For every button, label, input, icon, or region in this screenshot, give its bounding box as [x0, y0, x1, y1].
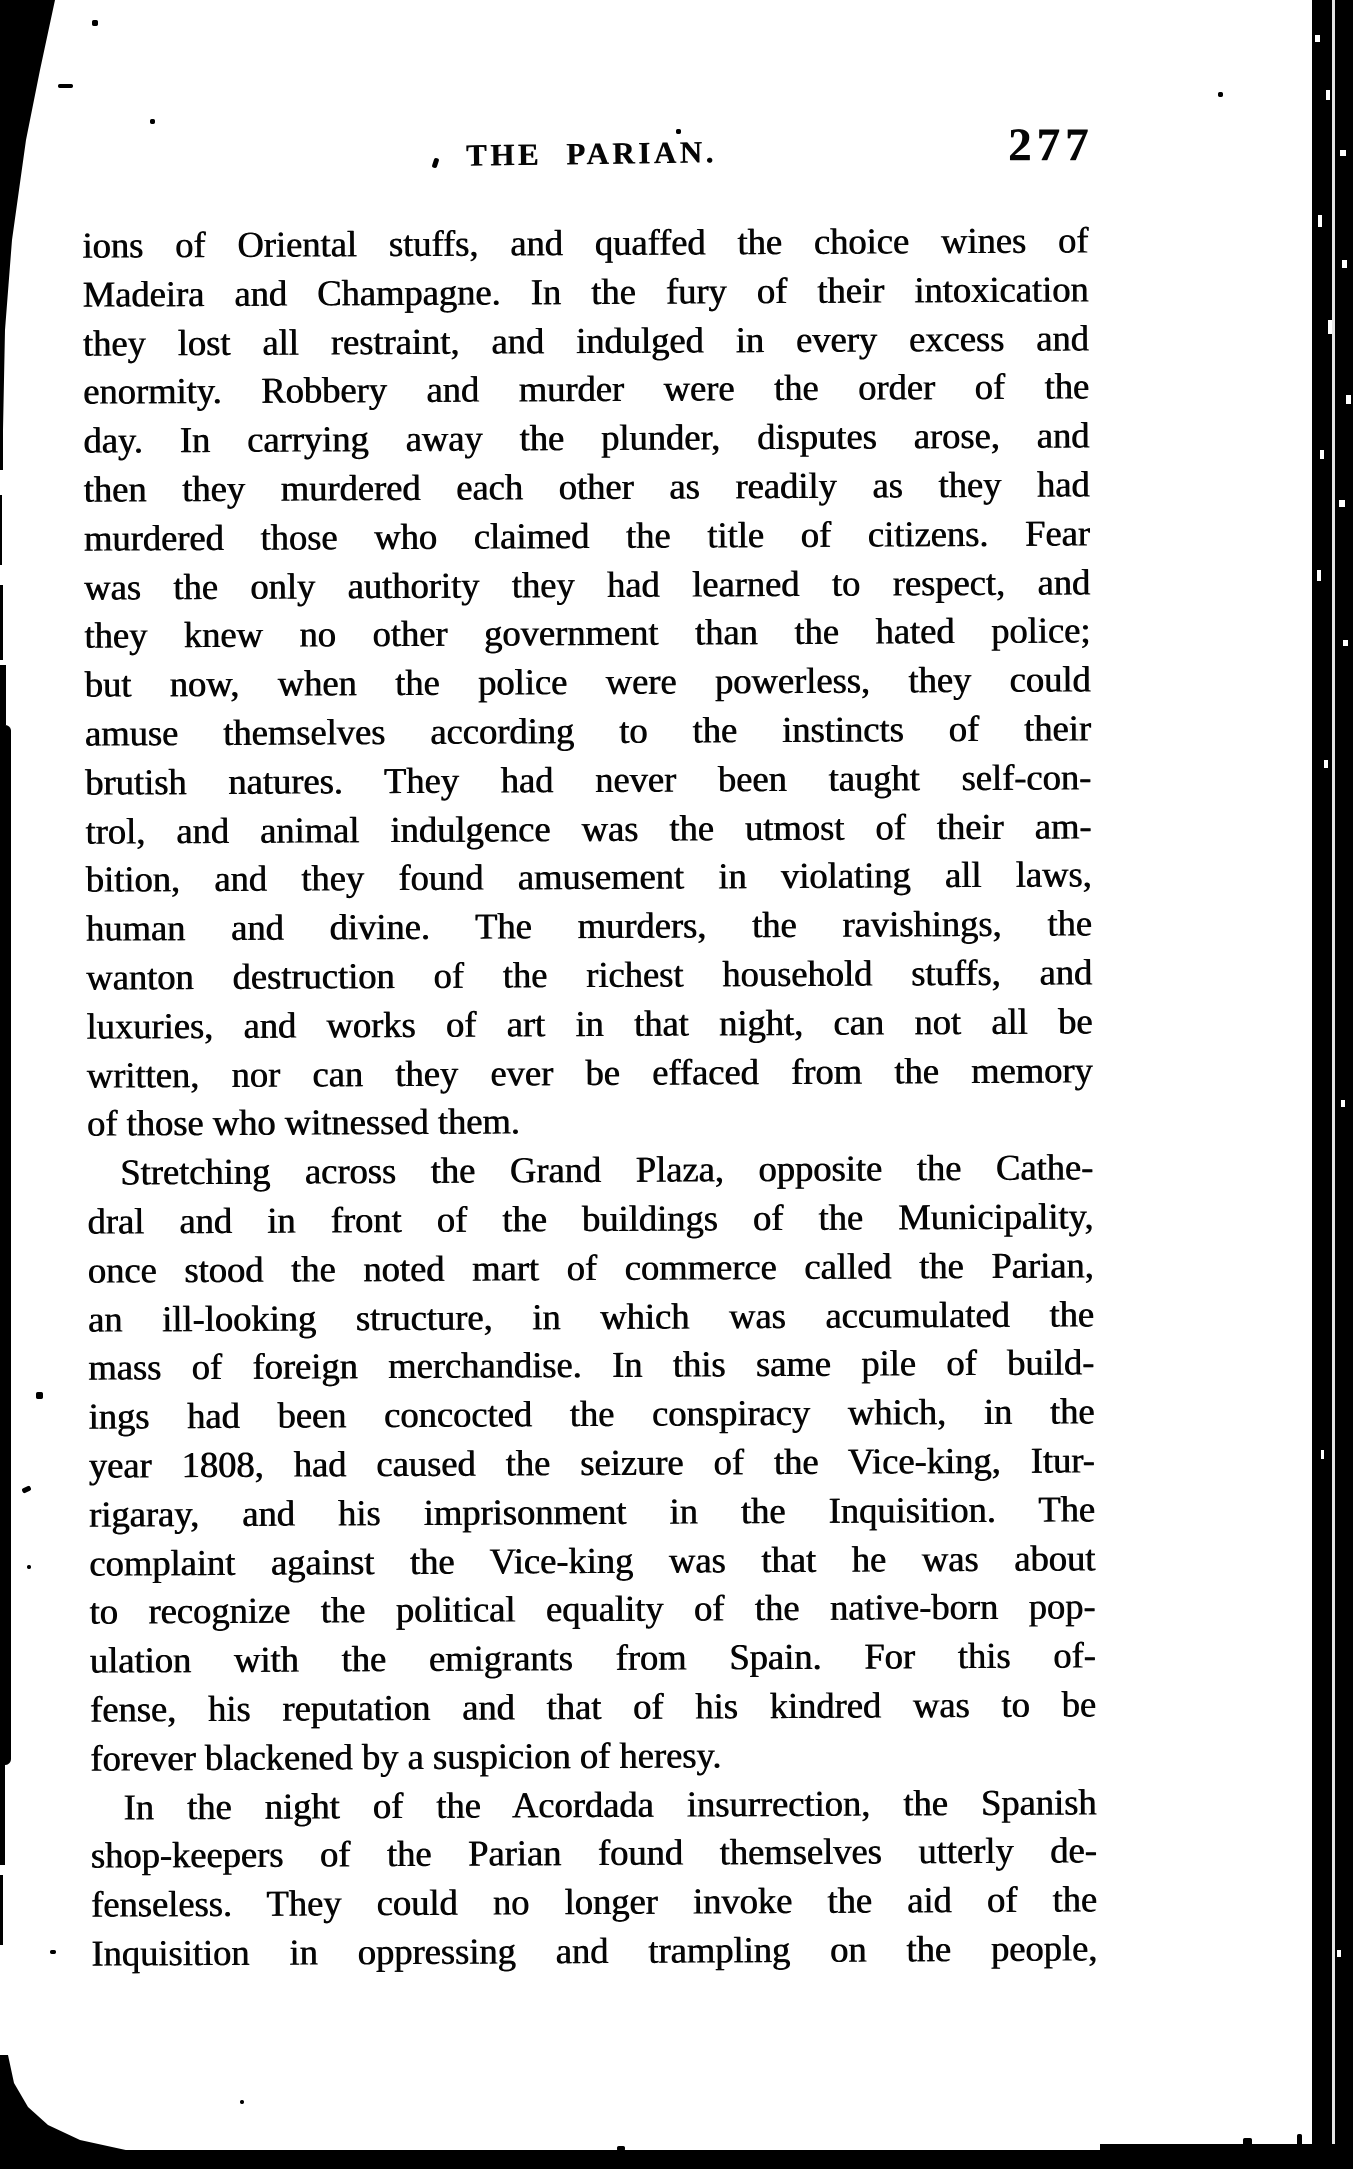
scan-artifact-left-edge-mark: [0, 665, 6, 725]
text-line: enormity. Robbery and murder were the order of the: [83, 365, 1090, 413]
text-line: trol, and animal indulgence was the utmost of their am-: [85, 804, 1092, 852]
text-line: complaint against the Vice-king was that he was about: [89, 1536, 1096, 1584]
text-line: they knew no other government than the hated police;: [84, 609, 1091, 657]
speck: [1342, 260, 1347, 268]
speck: [1315, 35, 1320, 42]
text-line: to recognize the political equality of the native-born pop-: [89, 1585, 1096, 1632]
text-line: murdered those who claimed the title of citizens. Fear: [83, 512, 1091, 559]
text-line: written, nor can they ever be effaced from the memory: [86, 1048, 1093, 1096]
speck: [27, 1565, 31, 1569]
speck: [1326, 90, 1330, 100]
speck: [617, 2146, 625, 2151]
speck: [1321, 1450, 1324, 1459]
text-line: fense, his reputation and that of his kindred was to be: [90, 1683, 1097, 1730]
text-line: Stretching across the Grand Plaza, opposite the Cathe-: [120, 1146, 1094, 1193]
running-header-title: THE PARIAN.: [465, 134, 717, 173]
text-line: Inquisition in oppressing and trampling on the people,: [91, 1927, 1098, 1974]
speck: [1317, 570, 1321, 581]
speck: [1343, 640, 1348, 646]
text-line: ulation with the emigrants from Spain. For this of-: [89, 1634, 1097, 1681]
speck: [1324, 760, 1328, 768]
text-line: rigaray, and his imprisonment in the Inquisition. The: [89, 1488, 1096, 1535]
scan-artifact-bottom-bar-right: [1100, 2144, 1353, 2154]
speck: [240, 2100, 244, 2104]
speck: [1267, 2144, 1273, 2150]
speck: [50, 1950, 56, 1954]
scan-artifact-left-edge-mark: [0, 585, 3, 660]
speck: [676, 129, 681, 134]
text-line: amuse themselves according to the instincts of their: [84, 707, 1092, 754]
text-line: ions of Oriental stuffs, and quaffed the choice wines of: [82, 219, 1089, 266]
speck: [21, 1485, 31, 1493]
text-line: mass of foreign merchandise. In this same pile of build-: [88, 1341, 1095, 1388]
speck: [1320, 450, 1324, 459]
text-line: was the only authority they had learned to respect, and: [84, 560, 1091, 608]
speck: [1218, 92, 1223, 97]
speck: [150, 119, 155, 124]
text-line: day. In carrying away the plunder, disputes arose, and: [83, 414, 1090, 461]
text-line: shop-keepers of the Parian found themselves utterly de-: [90, 1829, 1098, 1876]
text-line: wanton destruction of the richest household stuffs, and: [86, 951, 1093, 998]
text-line: luxuries, and works of art in that night, can not all be: [86, 1000, 1093, 1047]
text-line: then they murdered each other as readily as they had: [83, 463, 1090, 510]
text-line: of those who witnessed them.: [87, 1100, 521, 1144]
text-line: once stood the noted mart of commerce called the Parian,: [87, 1244, 1094, 1291]
text-line: but now, when the police were powerless, they could: [84, 658, 1091, 705]
scan-artifact-left-edge-mark: [0, 425, 3, 470]
text-line: dral and in front of the buildings of the Municipality,: [87, 1195, 1094, 1242]
scan-artifact-left-edge-mark: [0, 495, 2, 565]
text-line: In the night of the Acordada insurrection, the Spanish: [123, 1780, 1097, 1827]
text-line: fenseless. They could no longer invoke the aid of the: [91, 1878, 1098, 1925]
text-line: human and divine. The murders, the ravishings, the: [86, 902, 1093, 949]
speck: [432, 157, 440, 168]
scan-artifact-left-edge-mark: [0, 1875, 3, 1945]
speck: [1346, 395, 1351, 404]
speck: [36, 1392, 43, 1399]
scan-artifact-left-edge-strip: [0, 725, 11, 1765]
speck: [1297, 2134, 1302, 2146]
text-line: bition, and they found amusement in violating all laws,: [85, 853, 1092, 900]
page-number: 277: [1008, 119, 1094, 171]
speck: [92, 20, 98, 26]
text-line: they lost all restraint, and indulged in every excess and: [82, 316, 1090, 364]
speck: [1318, 215, 1322, 227]
scan-artifact-right-gutter-band: [1312, 0, 1353, 2169]
scan-artifact-gutter-highlight: [1332, 0, 1335, 2169]
text-block: [82, 216, 1097, 1978]
speck: [1340, 150, 1346, 156]
text-line: forever blackened by a suspicion of heresy.: [90, 1734, 722, 1779]
text-line: Madeira and Champagne. In the fury of their intoxication: [82, 268, 1089, 315]
text-line: year 1808, had caused the seizure of the Vice-king, Itur-: [88, 1439, 1096, 1486]
text-line: an ill-looking structure, in which was accumulated the: [88, 1292, 1095, 1340]
text-line: ings had been concocted the conspiracy which, in the: [88, 1390, 1095, 1437]
speck: [1328, 320, 1332, 334]
scan-artifact-top-left-wedge: [0, 0, 60, 430]
speck: [1243, 2138, 1252, 2146]
scan-artifact-left-edge-mark: [0, 1765, 5, 1865]
speck: [58, 84, 73, 88]
speck: [1341, 1100, 1345, 1107]
text-line: brutish natures. They had never been taught self-con-: [85, 756, 1092, 803]
speck: [1337, 1950, 1341, 1957]
speck: [1339, 500, 1345, 507]
